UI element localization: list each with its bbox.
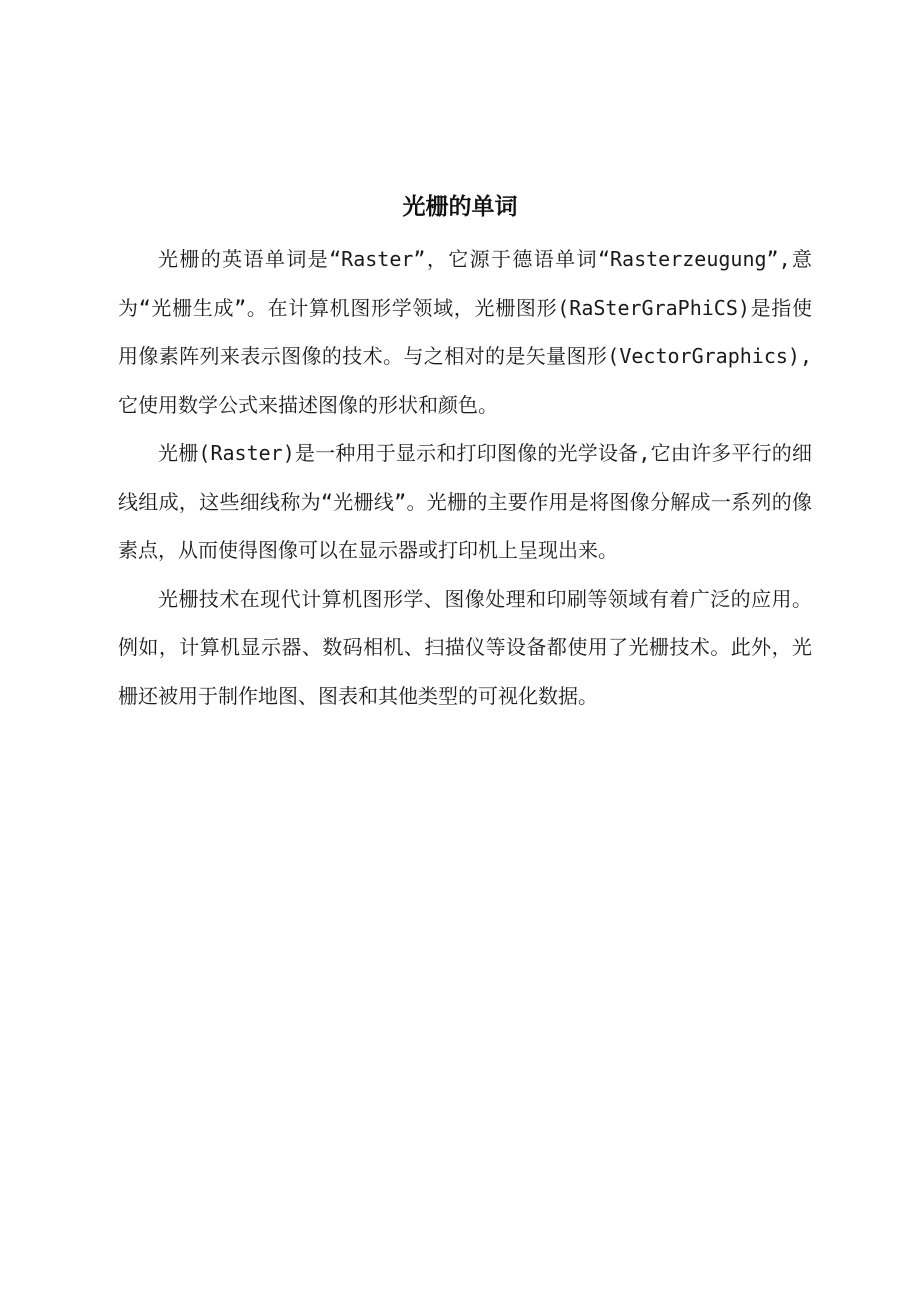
page-title: 光栅的单词 [402,194,518,220]
paragraph-2: 光栅(Raster)是一种用于显示和打印图像的光学设备,它由许多平行的细线组成，这些细线称为“光栅线”。光栅的主要作用是将图像分解成一系列的像素点，从而使得图像可以在显示器或打印机上呈现出来。 [118,441,812,562]
paragraph-3: 光栅技术在现代计算机图形学、图像处理和印刷等领域有着广泛的应用。例如，计算机显示器、数码相机、扫描仪等设备都使用了光栅技术。此外，光栅还被用于制作地图、图表和其他类型的可视化数据。 [118,586,812,708]
paragraph-1: 光栅的英语单词是“Raster”，它源于德语单词“Rasterzeugung”,意为“光栅生成”。在计算机图形学领域，光栅图形(RaSterGraPhiCS)是指使用像素阵列来表示图像的技术。与之相对的是矢量图形(VectorGraphics),它使用数学公式来描述图像的形状和颜色。 [118,247,812,417]
document-body [118,235,812,720]
